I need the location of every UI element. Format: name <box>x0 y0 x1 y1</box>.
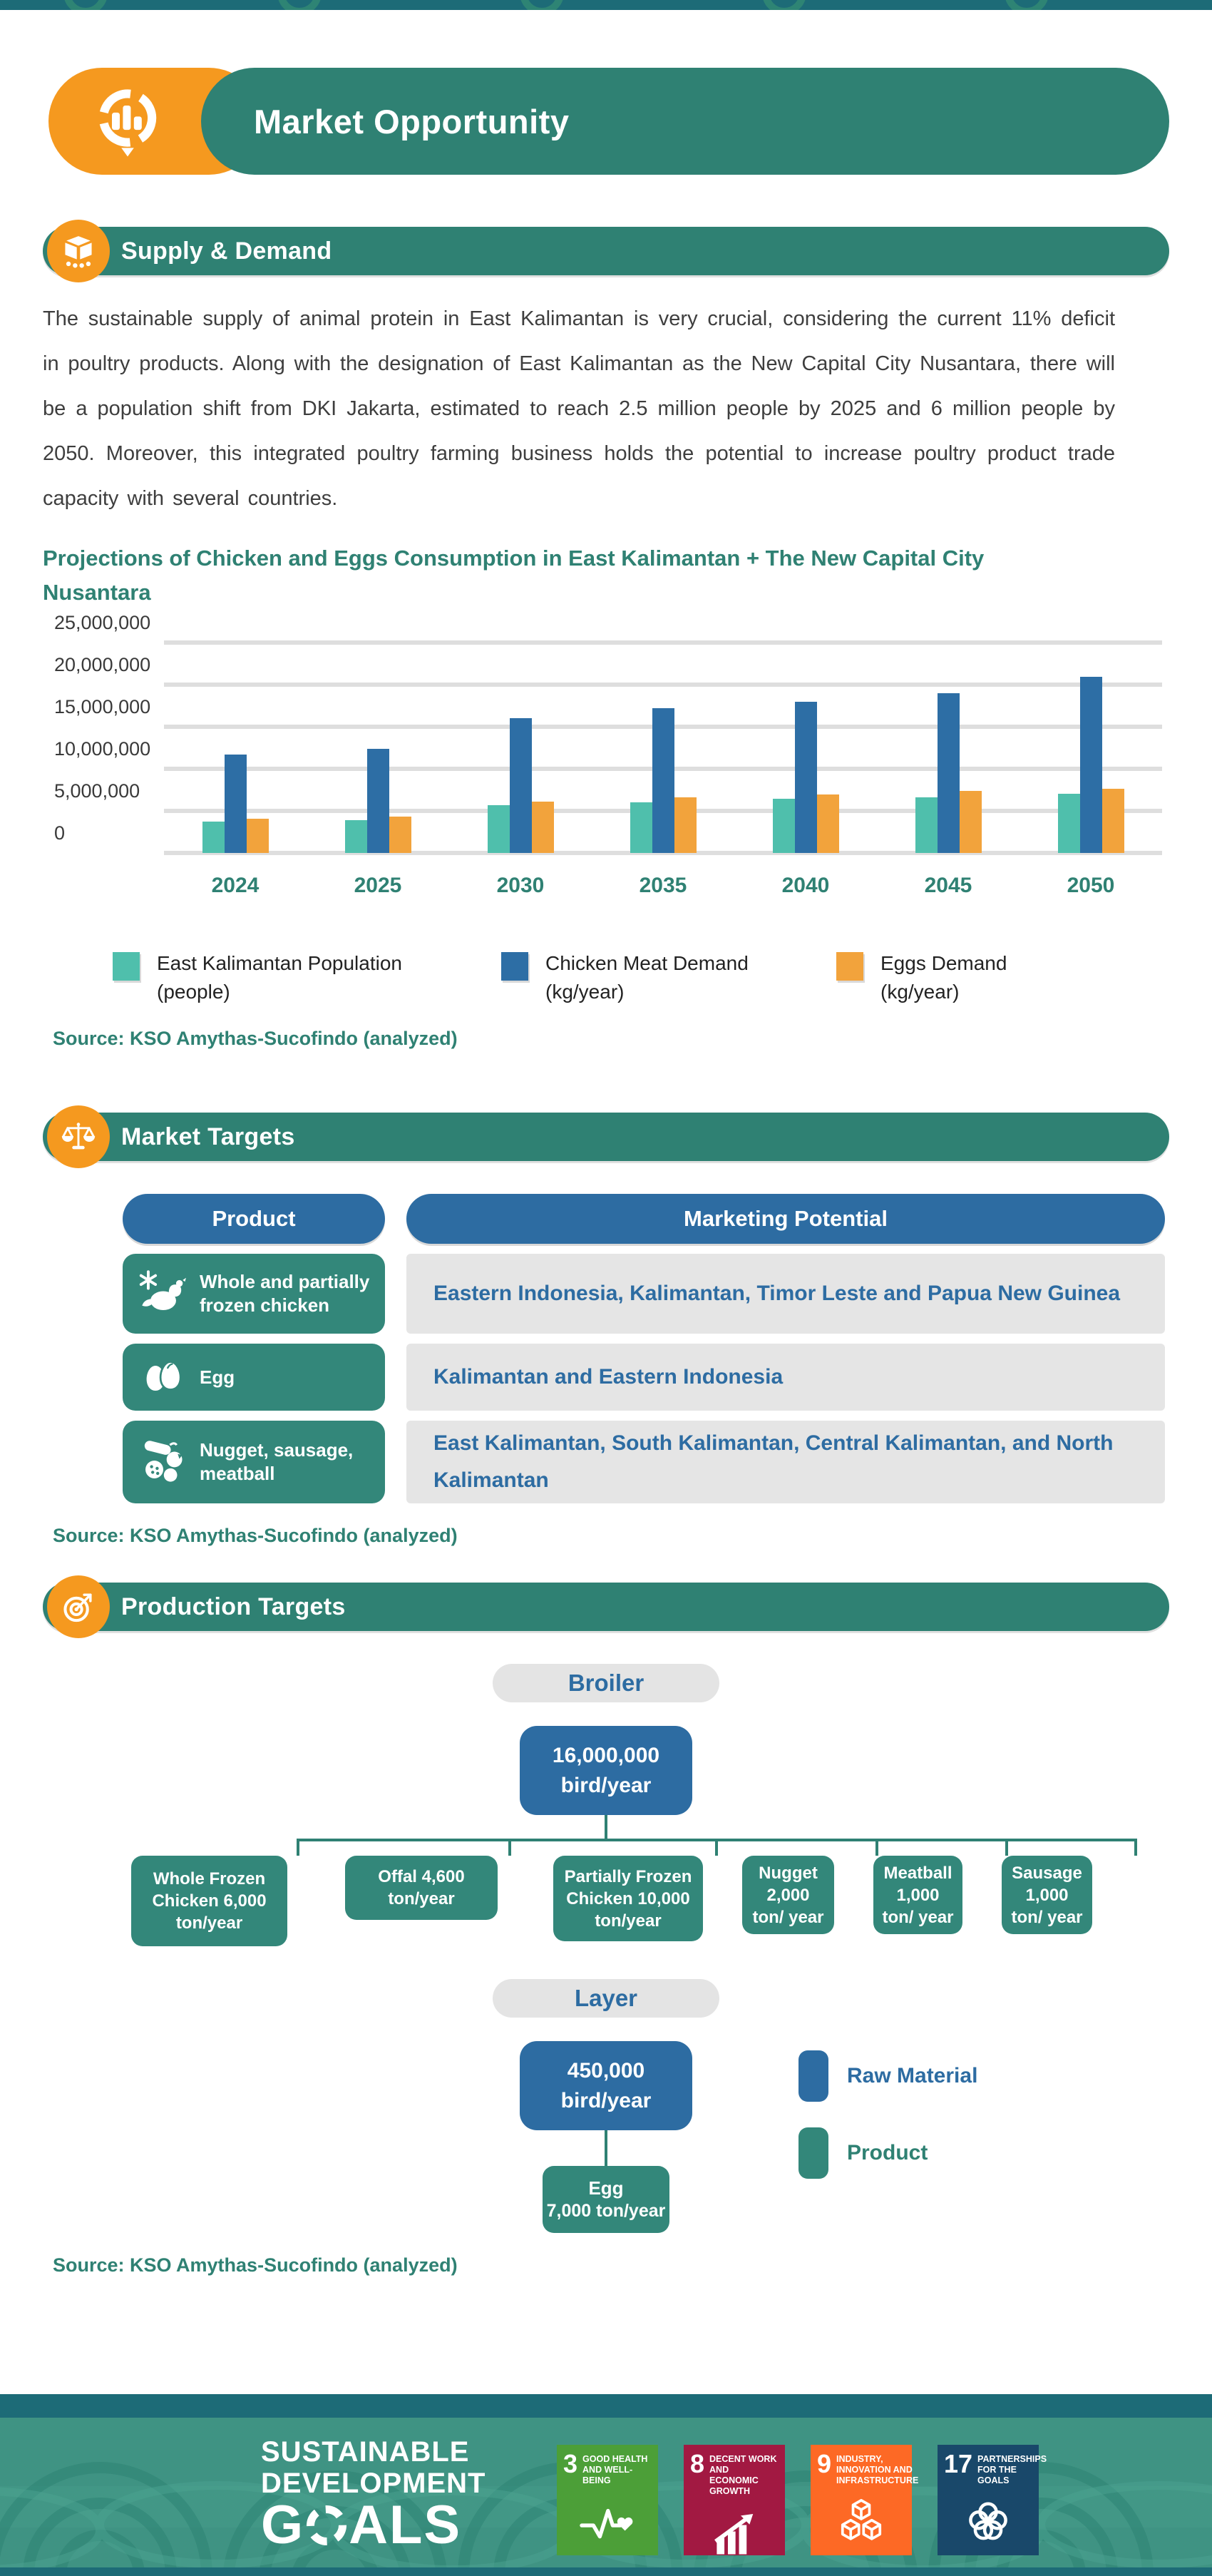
table-header-row <box>123 1194 1165 1244</box>
connector-drop <box>508 1839 511 1856</box>
production-legend-swatch <box>798 2127 828 2179</box>
chart-x-axis <box>164 874 1162 898</box>
y-axis-tick-label: 0 <box>54 822 66 844</box>
sdg-goal-card <box>684 2445 785 2555</box>
bar <box>915 797 938 853</box>
bar-group-2045 <box>877 643 1020 853</box>
x-axis-tick-label: 2040 <box>781 874 830 897</box>
target-icon <box>47 1575 110 1638</box>
cubes-icon <box>817 2493 905 2552</box>
sdg-goal-cards <box>557 2445 1047 2555</box>
x-axis-tick-label: 2024 <box>211 874 260 897</box>
bar-group-2030 <box>449 643 592 853</box>
sdg-card-header <box>817 2449 919 2486</box>
market-chart-icon <box>88 82 167 160</box>
top-decorative-strip <box>0 0 1212 10</box>
x-axis-tick-label: 2030 <box>496 874 545 897</box>
broiler-product-node: Meatball 1,000 ton/ year <box>873 1856 962 1934</box>
bar <box>488 805 510 853</box>
product-cell <box>123 1254 385 1334</box>
content-column <box>0 68 1212 2276</box>
egg-icon <box>135 1348 191 1407</box>
connector-drop <box>1005 1839 1008 1856</box>
product-label: Egg <box>200 1366 235 1388</box>
sdg-card-header <box>690 2449 779 2497</box>
y-axis-tick-label: 5,000,000 <box>54 780 140 802</box>
product-label: Nugget, sausage, meatball <box>200 1439 354 1484</box>
market-targets-table <box>123 1194 1165 1503</box>
product-cell <box>123 1421 385 1503</box>
legend-label: Eggs Demand (kg/year) <box>880 952 1007 1003</box>
y-axis-tick-label: 15,000,000 <box>54 696 151 717</box>
market-table-body <box>123 1254 1165 1503</box>
marketing-potential-cell <box>406 1344 1165 1411</box>
production-targets-heading: Production Targets <box>121 1593 346 1620</box>
sdg-wordmark-line1: SUSTAINABLE <box>261 2436 470 2468</box>
bar <box>225 755 247 853</box>
production-targets-section-header <box>43 1583 1169 1631</box>
y-axis-tick-label: 20,000,000 <box>54 654 151 675</box>
y-axis-tick-label: 25,000,000 <box>54 612 151 633</box>
sdg-goal-label: DECENT WORK AND ECONOMIC GROWTH <box>709 2454 777 2496</box>
bar <box>532 802 554 853</box>
sdg-goal-label: INDUSTRY, INNOVATION AND INFRASTRUCTURE <box>836 2454 919 2485</box>
marketing-potential-text: East Kalimantan, South Kalimantan, Central Kalimantan, and North Kalimantan <box>433 1431 1114 1492</box>
bar <box>795 702 817 853</box>
layer-flow-diagram <box>43 1979 1169 2233</box>
chart-legend <box>113 949 1169 1006</box>
connector-drop <box>1134 1839 1137 1856</box>
consumption-chart <box>43 612 1169 924</box>
connector-trunk <box>605 1815 607 1839</box>
chart-source: Source: KSO Amythas-Sucofindo (analyzed) <box>53 1028 458 1049</box>
layer-connector-line <box>605 2130 607 2166</box>
broiler-children-row <box>131 1856 1135 1946</box>
package-icon <box>47 220 110 282</box>
table-row <box>123 1254 1165 1334</box>
x-axis-tick-label: 2035 <box>639 874 687 897</box>
production-legend-swatch <box>798 2050 828 2102</box>
broiler-product-node: Partially Frozen Chicken 10,000 ton/year <box>553 1856 703 1941</box>
connector-drop <box>875 1839 878 1856</box>
processed-meat-icon <box>135 1433 191 1492</box>
chart-title: Projections of Chicken and Eggs Consumption in East Kalimantan + The New Capital City Nusantara <box>43 546 985 605</box>
x-axis-tick-label: 2025 <box>354 874 402 897</box>
egg-node-name: Egg <box>588 2177 624 2199</box>
bar <box>367 749 389 853</box>
sdg-footer <box>0 2394 1212 2576</box>
market-targets-heading: Market Targets <box>121 1123 295 1150</box>
scales-icon <box>47 1105 110 1168</box>
production-legend-label: Product <box>847 2141 928 2164</box>
legend-label: East Kalimantan Population (people) <box>157 952 402 1003</box>
production-legend <box>798 2050 977 2204</box>
bar <box>773 799 795 853</box>
bar <box>510 718 532 853</box>
table-row <box>123 1344 1165 1411</box>
sdg-wordmark <box>261 2436 486 2555</box>
sdg-goal-label: GOOD HEALTH AND WELL-BEING <box>582 2454 648 2485</box>
bar <box>960 791 982 853</box>
page-title: Market Opportunity <box>254 102 570 140</box>
bar-group-2040 <box>734 643 877 853</box>
bar <box>1080 677 1102 853</box>
marketing-potential-text: Eastern Indonesia, Kalimantan, Timor Leste and Papua New Guinea <box>433 1282 1121 1305</box>
legend-label: Chicken Meat Demand (kg/year) <box>545 952 749 1003</box>
product-label: Whole and partially frozen chicken <box>200 1271 370 1316</box>
sdg-wheel-icon <box>307 2505 346 2545</box>
marketing-potential-cell <box>406 1421 1165 1503</box>
connector-drop <box>297 1839 299 1856</box>
broiler-flow-diagram <box>43 1664 1169 1946</box>
connector-drop <box>715 1839 718 1856</box>
sdg-card-header <box>563 2449 652 2486</box>
production-legend-item <box>798 2127 977 2179</box>
production-targets-source: Source: KSO Amythas-Sucofindo (analyzed) <box>53 2254 458 2276</box>
x-axis-tick-label: 2050 <box>1067 874 1115 897</box>
chart-plot <box>164 643 1162 853</box>
footer-bottom-strip <box>0 2567 1212 2576</box>
bar <box>674 797 697 853</box>
sdg-goal-card <box>938 2445 1047 2555</box>
bar <box>247 819 269 853</box>
legend-item <box>113 949 501 1006</box>
footer-dark-bar <box>0 2394 1212 2418</box>
layer-label: Layer <box>493 1979 719 2018</box>
page-header <box>43 68 1169 175</box>
supply-demand-section-header <box>43 227 1169 275</box>
bar <box>345 820 367 853</box>
chart-bars <box>164 643 1162 853</box>
sdg-goal-number: 3 <box>563 2449 578 2478</box>
sdg-card-header <box>944 2449 1047 2486</box>
broiler-product-node: Whole Frozen Chicken 6,000 ton/year <box>131 1856 287 1946</box>
table-row <box>123 1421 1165 1503</box>
product-column-header: Product <box>123 1194 385 1244</box>
marketing-potential-text: Kalimantan and Eastern Indonesia <box>433 1365 784 1389</box>
bar-group-2035 <box>592 643 734 853</box>
supply-demand-heading: Supply & Demand <box>121 237 332 265</box>
y-axis-tick-label: 10,000,000 <box>54 738 151 760</box>
bar <box>652 708 674 853</box>
legend-item <box>836 949 1007 1006</box>
broiler-root-node: 16,000,000 bird/year <box>520 1726 692 1815</box>
bar <box>202 822 225 853</box>
marketing-potential-column-header: Marketing Potential <box>406 1194 1165 1244</box>
broiler-product-node: Offal 4,600 ton/year <box>345 1856 498 1920</box>
footer-green-band <box>0 2418 1212 2567</box>
broiler-label: Broiler <box>493 1664 719 1702</box>
bar <box>938 693 960 853</box>
sdg-goal-card <box>557 2445 658 2555</box>
heartbeat-icon <box>563 2493 652 2552</box>
goals-text: ALS <box>349 2495 462 2555</box>
egg-product-node <box>543 2166 669 2233</box>
sdg-wordmark-line2: DEVELOPMENT <box>261 2468 486 2499</box>
egg-node-amount: 7,000 ton/year <box>546 2201 666 2221</box>
bar <box>1058 794 1080 853</box>
legend-swatch <box>501 952 528 981</box>
legend-swatch <box>836 952 863 981</box>
production-legend-item <box>798 2050 977 2102</box>
marketing-potential-cell <box>406 1254 1165 1334</box>
bar <box>389 817 411 853</box>
market-targets-source: Source: KSO Amythas-Sucofindo (analyzed) <box>53 1525 458 1546</box>
layer-root-node: 450,000 bird/year <box>520 2041 692 2130</box>
broiler-product-node: Nugget 2,000 ton/ year <box>742 1856 834 1934</box>
sdg-goals-wordmark <box>261 2495 486 2555</box>
frozen-chicken-icon <box>135 1264 191 1324</box>
rings-icon <box>944 2493 1032 2552</box>
supply-demand-paragraph: The sustainable supply of animal protein in East Kalimantan is very crucial, considering the current 11% deficit in poultry products. Along with the designation of East Kalimantan as the New Capital City Nusantara, there will be a population shift from DKI Jakarta, estimated to reach 2.5 million people by 2025 and 6 million people by 2050. Moreover, this integrated poultry farming business holds the potential to increase poultry product trade capacity with several countries. <box>43 307 1115 510</box>
production-legend-label: Raw Material <box>847 2064 978 2087</box>
growth-chart-icon <box>690 2504 779 2562</box>
sdg-goal-card <box>811 2445 919 2555</box>
goals-text: G <box>261 2495 305 2555</box>
bar-group-2025 <box>307 643 449 853</box>
product-cell <box>123 1344 385 1411</box>
sdg-goal-number: 17 <box>944 2449 973 2478</box>
market-targets-section-header <box>43 1113 1169 1161</box>
legend-swatch <box>113 952 140 981</box>
sdg-goal-number: 8 <box>690 2449 705 2478</box>
broiler-product-node: Sausage 1,000 ton/ year <box>1002 1856 1092 1934</box>
bar-group-2050 <box>1020 643 1162 853</box>
sdg-goal-label: PARTNERSHIPS FOR THE GOALS <box>977 2454 1047 2485</box>
x-axis-tick-label: 2045 <box>924 874 972 897</box>
top-pattern-icon <box>0 0 1212 10</box>
bar-group-2024 <box>164 643 307 853</box>
bar <box>630 802 652 853</box>
bar <box>817 794 839 853</box>
legend-item <box>501 949 836 1006</box>
sdg-goal-number: 9 <box>817 2449 832 2478</box>
bar <box>1102 789 1124 853</box>
